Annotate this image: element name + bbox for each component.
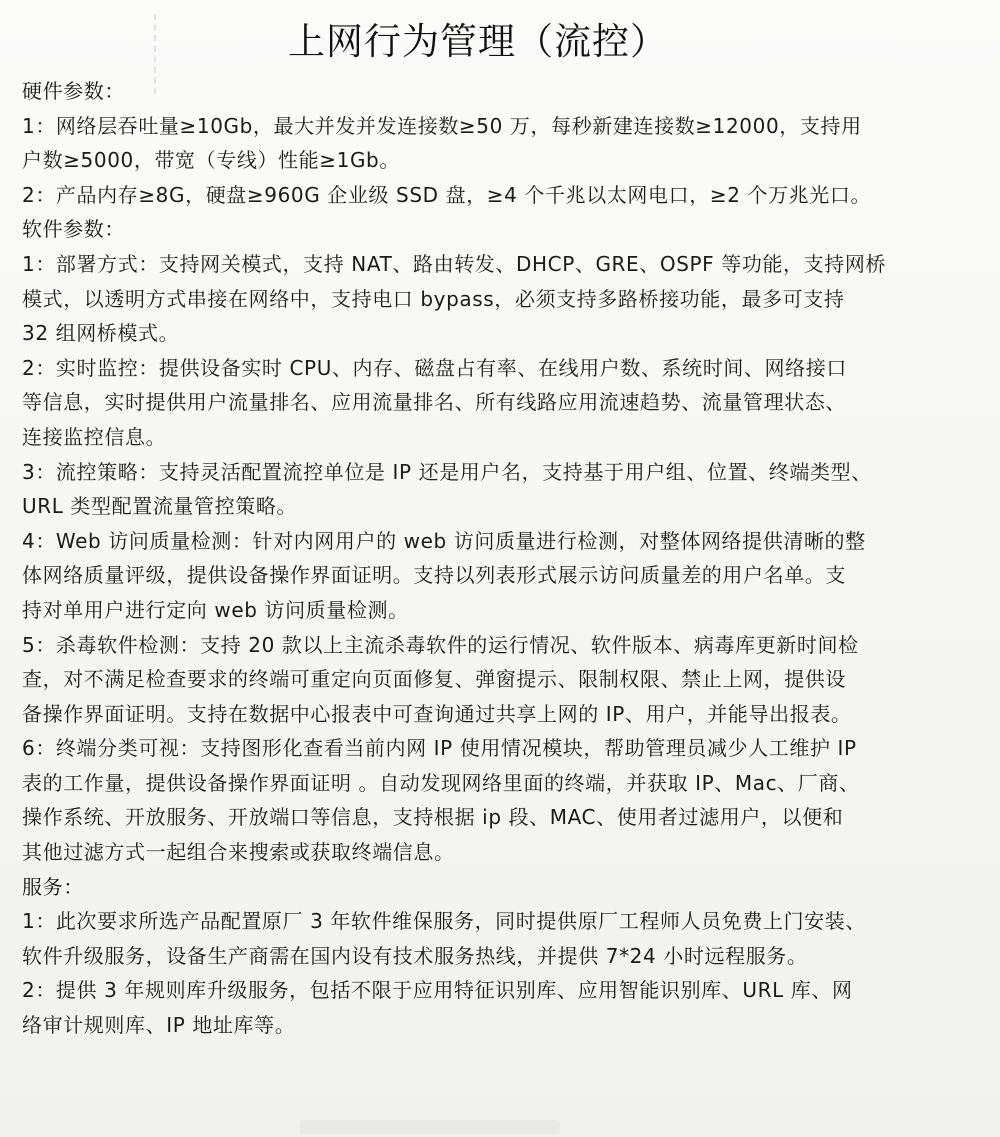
scan-smudge	[300, 1120, 560, 1134]
text-line: 1：部署方式：支持网关模式，支持 NAT、路由转发、DHCP、GRE、OSPF 等功能，支持网桥	[22, 251, 887, 276]
text-line: 1：网络层吞吐量≥10Gb，最大并发并发连接数≥50 万，每秒新建连接数≥12000，支持用	[22, 113, 862, 138]
text-line: 2：实时监控：提供设备实时 CPU、内存、磁盘占有率、在线用户数、系统时间、网络接口	[22, 355, 847, 380]
text-line: 连接监控信息。	[22, 424, 167, 449]
text-line: 5：杀毒软件检测：支持 20 款以上主流杀毒软件的运行情况、软件版本、病毒库更新时间检	[22, 632, 859, 657]
text-line: 2：提供 3 年规则库升级服务，包括不限于应用特征识别库、应用智能识别库、URL 库、网	[22, 978, 853, 1003]
text-line: 6：终端分类可视：支持图形化查看当前内网 IP 使用情况模块，帮助管理员减少人工维护 IP	[22, 736, 857, 761]
text-line: 模式，以透明方式串接在网络中，支持电口 bypass，必须支持多路桥接功能，最多可支持	[22, 286, 845, 311]
section-heading-software: 软件参数：	[22, 217, 125, 242]
text-line: 体网络质量评级，提供设备操作界面证明。支持以列表形式展示访问质量差的用户名单。支	[22, 563, 846, 588]
document-title: 上网行为管理（流控）	[288, 20, 668, 63]
section-heading-service: 服务：	[22, 874, 84, 899]
text-line: 1：此次要求所选产品配置原厂 3 年软件维保服务，同时提供原厂工程师人员免费上门安装、	[22, 909, 866, 934]
text-line: 软件升级服务，设备生产商需在国内设有技术服务热线，并提供 7*24 小时远程服务。	[22, 943, 808, 968]
document-body	[22, 74, 990, 1043]
text-line: 等信息，实时提供用户流量排名、应用流量排名、所有线路应用流速趋势、流量管理状态、	[22, 390, 846, 415]
text-line: URL 类型配置流量管控策略。	[22, 494, 298, 519]
text-line: 4：Web 访问质量检测：针对内网用户的 web 访问质量进行检测，对整体网络提供清晰的整	[22, 528, 866, 553]
text-line: 操作系统、开放服务、开放端口等信息，支持根据 ip 段、MAC、使用者过滤用户，以便和	[22, 805, 844, 830]
text-line: 备操作界面证明。支持在数据中心报表中可查询通过共享上网的 IP、用户，并能导出报表。	[22, 701, 852, 726]
text-line: 络审计规则库、IP 地址库等。	[22, 1013, 296, 1038]
section-heading-hardware: 硬件参数：	[22, 79, 125, 103]
text-line: 户数≥5000，带宽（专线）性能≥1Gb。	[22, 148, 400, 173]
text-line: 3：流控策略：支持灵活配置流控单位是 IP 还是用户名，支持基于用户组、位置、终端类型、	[22, 459, 872, 484]
text-line: 2：产品内存≥8G，硬盘≥960G 企业级 SSD 盘，≥4 个千兆以太网电口，≥2 个万兆光口。	[22, 182, 872, 207]
text-line: 表的工作量，提供设备操作界面证明 。自动发现网络里面的终端，并获取 IP、Mac、厂商、	[22, 770, 860, 795]
text-line: 查，对不满足检查要求的终端可重定向页面修复、弹窗提示、限制权限、禁止上网，提供设	[22, 667, 846, 692]
text-line: 其他过滤方式一起组合来搜索或获取终端信息。	[22, 840, 455, 865]
text-line: 32 组网桥模式。	[22, 321, 180, 346]
text-line: 持对单用户进行定向 web 访问质量检测。	[22, 597, 409, 622]
